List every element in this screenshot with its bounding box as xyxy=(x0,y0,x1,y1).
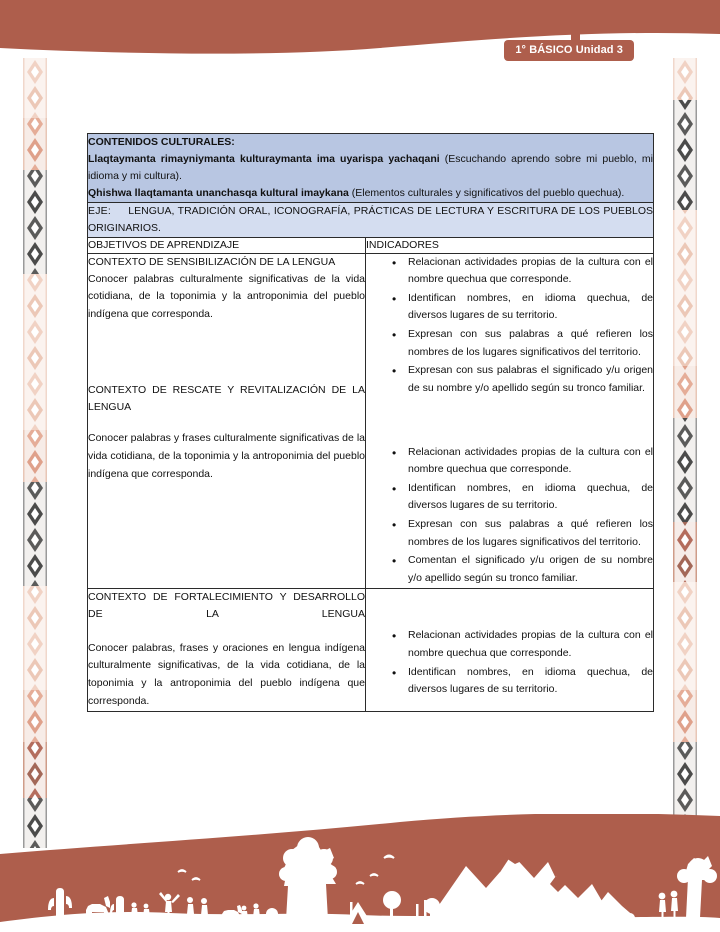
context-description-1-0: Conocer palabras, frases y oraciones en lengua indígena culturalmente significativas, de la vida cotidiana, de la toponimia y la antroponimia del pueblo indígena que corresponda. xyxy=(88,641,365,708)
list-item: • Identifican nombres, en idioma quechua, de diversos lugares de su territorio. xyxy=(392,290,653,325)
contenidos-item-1 xyxy=(88,185,653,202)
column-header-objetivos-label: OBJETIVOS DE APRENDIZAJE xyxy=(88,238,240,251)
contenidos-row xyxy=(88,134,654,203)
objectives-cell-1 xyxy=(88,588,366,711)
spacer xyxy=(88,416,365,430)
list-item: • Expresan con sus palabras el significado y/u origen de su nombre y/o apellido según su tronco familiar. xyxy=(392,362,653,397)
objectives-cell-0 xyxy=(88,253,366,588)
column-header-row xyxy=(88,237,654,253)
spacer xyxy=(88,324,365,382)
eje-text-wrapper xyxy=(88,203,653,237)
context-description-0-0: Conocer palabras culturalmente significativas de la vida cotidiana, de la toponimia y la antroponimia del pueblo indígena que corresponda. xyxy=(88,272,365,321)
contenidos-item-1-spanish: (Elementos culturales y significativos del pueblo quechua). xyxy=(348,187,625,200)
planning-table xyxy=(87,133,654,712)
eje-row xyxy=(88,203,654,238)
contenidos-cell xyxy=(88,134,654,203)
contenidos-heading: CONTENIDOS CULTURALES: xyxy=(88,136,235,148)
contenidos-item-0-quechua: Llaqtaymanta rimayniymanta kulturaymanta ima uyarispa yachaqani xyxy=(88,153,440,166)
andean-woven-border-left xyxy=(22,58,48,848)
andean-landscape-silhouette xyxy=(0,814,720,932)
contenidos-item-0 xyxy=(88,151,653,185)
eje-text: LENGUA, TRADICIÓN ORAL, ICONOGRAFÍA, PRÁCTICAS DE LECTURA Y ESCRITURA DE LOS PUEBLOS ORIGINARIOS. xyxy=(88,205,653,235)
context-title-0-0: CONTEXTO DE SENSIBILIZACIÓN DE LA LENGUA xyxy=(88,255,336,268)
list-item: • Expresan con sus palabras a qué refieren los nombres de los lugares significativos del territorio. xyxy=(392,516,653,551)
list-item: • Relacionan actividades propias de la cultura con el nombre quechua que corresponde. xyxy=(392,627,653,662)
contenidos-item-0-spanish: (Escuchando aprendo sobre mi pueblo, mi idioma y mi cultura). xyxy=(88,153,653,183)
column-header-indicadores-label: INDICADORES xyxy=(366,238,439,251)
indicator-group-0-1 xyxy=(366,444,653,588)
list-item: • Comentan el significado y/u origen de su nombre y/o apellido según su tronco familiar. xyxy=(392,552,653,587)
context-title-1-0: CONTEXTO DE FORTALECIMIENTO Y DESARROLLO DE LA LENGUA xyxy=(88,590,365,620)
column-header-objetivos xyxy=(88,237,366,253)
context-description-0-1: Conocer palabras y frases culturalmente significativas de la vida cotidiana, de la toponimia y la antroponimia del pueblo indígena que corresponda. xyxy=(88,432,365,480)
list-item: • Identifican nombres, en idioma quechua, de diversos lugares de su territorio. xyxy=(392,664,653,699)
indicator-group-0-0 xyxy=(366,254,653,398)
contenidos-item-1-quechua: Qhishwa llaqtamanta unanchasqa kultural imaykana xyxy=(88,187,349,200)
list-item: • Relacionan actividades propias de la cultura con el nombre quechua que corresponde. xyxy=(392,444,653,479)
spacer xyxy=(366,398,653,444)
table-row xyxy=(88,588,654,711)
indicator-group-1-0 xyxy=(366,627,653,699)
context-title-0-1: CONTEXTO DE RESCATE Y REVITALIZACIÓN DE LA LENGUA xyxy=(88,384,365,414)
list-item: • Expresan con sus palabras a qué refieren los nombres de los lugares significativos del territorio. xyxy=(392,326,653,361)
eje-cell xyxy=(88,203,654,238)
indicators-cell-0 xyxy=(366,253,654,588)
list-item: • Relacionan actividades propias de la cultura con el nombre quechua que corresponde. xyxy=(392,254,653,289)
indicators-cell-1 xyxy=(366,588,654,711)
andean-woven-border-right xyxy=(672,58,698,848)
list-item: • Identifican nombres, en idioma quechua, de diversos lugares de su territorio. xyxy=(392,480,653,515)
unit-badge: 1° BÁSICO Unidad 3 xyxy=(504,40,634,61)
table-row xyxy=(88,253,654,588)
column-header-indicadores xyxy=(366,237,654,253)
eje-label: EJE: xyxy=(88,205,111,218)
